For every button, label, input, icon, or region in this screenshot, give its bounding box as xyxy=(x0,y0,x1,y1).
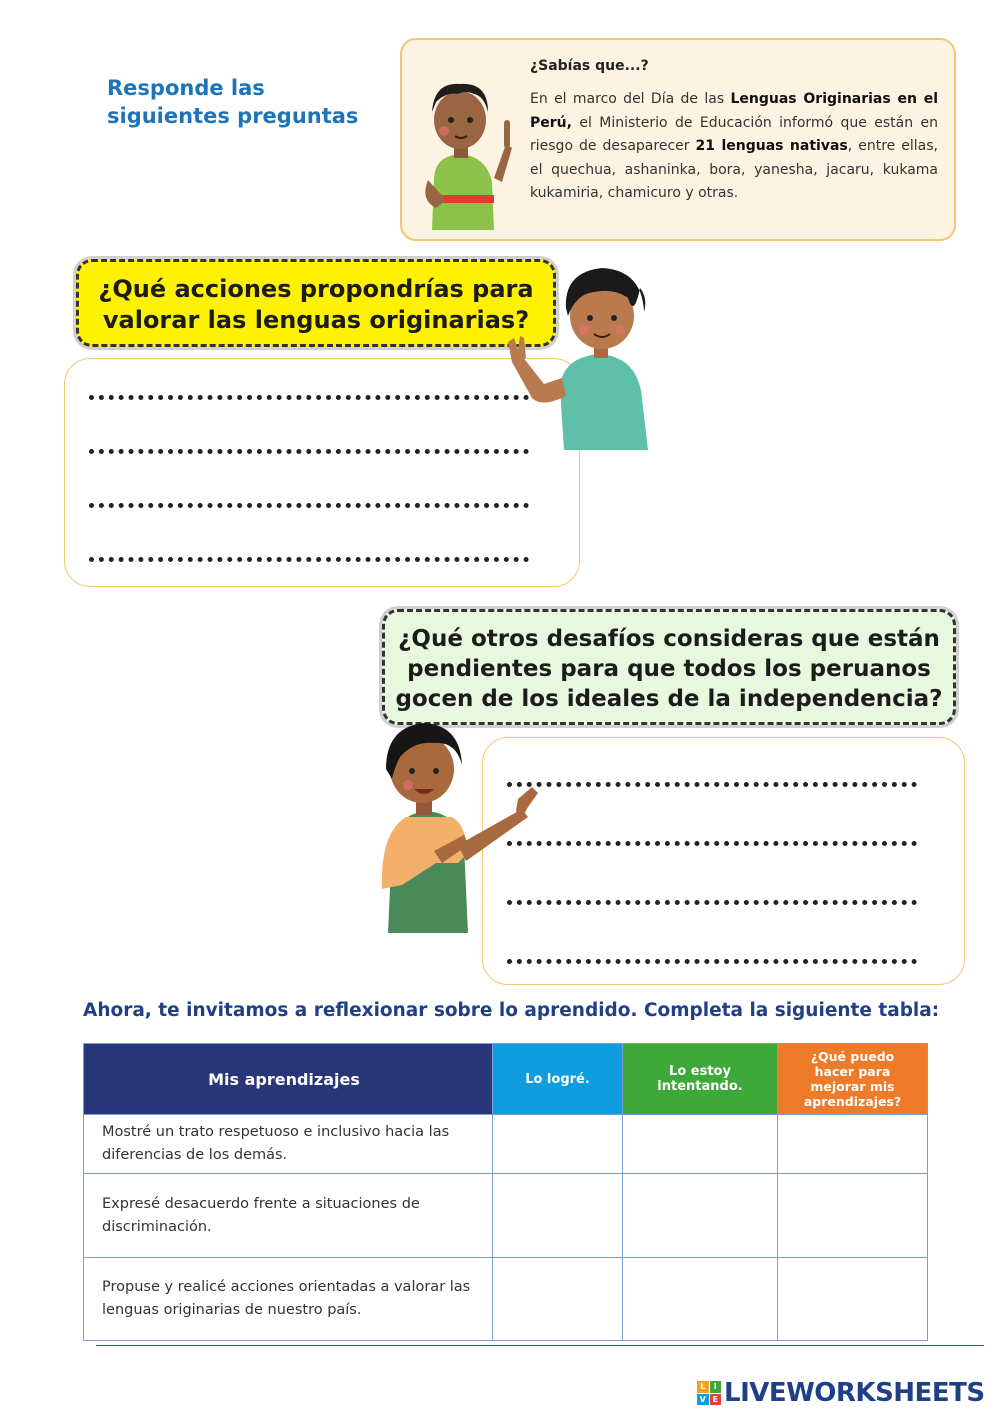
cell-lo-logre[interactable] xyxy=(493,1115,623,1174)
question-2-line-1: ¿Qué otros desafíos consideras que están xyxy=(398,626,940,652)
liveworksheets-logo[interactable] xyxy=(697,1378,994,1408)
answer-2-line-4[interactable] xyxy=(507,959,917,964)
answer-1-line-3[interactable] xyxy=(89,503,529,508)
answer-1-line-4[interactable] xyxy=(89,557,529,562)
table-row xyxy=(84,1174,928,1258)
answer-1-line-1[interactable] xyxy=(89,395,529,400)
boy-pointing-right-illustration xyxy=(372,713,547,935)
question-2-line-2: pendientes para que todos los peruanos xyxy=(407,656,931,682)
boy-waving-illustration xyxy=(502,258,657,453)
answer-1-line-2[interactable] xyxy=(89,449,529,454)
table-row xyxy=(84,1258,928,1341)
cell-lo-estoy-intentando[interactable] xyxy=(623,1258,778,1341)
header-mis-aprendizajes: Mis aprendizajes xyxy=(84,1044,493,1115)
cell-que-puedo-hacer[interactable] xyxy=(778,1174,928,1258)
learning-statement: Mostré un trato respetuoso e inclusivo hacia las diferencias de los demás. xyxy=(84,1115,493,1174)
question-2-bubble xyxy=(382,609,956,725)
boy-pointing-illustration xyxy=(410,60,520,230)
did-you-know-box xyxy=(400,38,956,241)
answer-2-line-1[interactable] xyxy=(507,782,917,787)
logo-text: LIVEWORKSHEETS xyxy=(724,1378,985,1408)
self-assessment-table xyxy=(83,1043,928,1341)
heading-line-1: Responde las xyxy=(107,76,265,100)
question-2-line-3: gocen de los ideales de la independencia? xyxy=(395,686,943,712)
learning-statement: Propuse y realicé acciones orientadas a valorar las lenguas originarias de nuestro país. xyxy=(84,1258,493,1341)
cell-lo-logre[interactable] xyxy=(493,1174,623,1258)
footer-divider xyxy=(96,1345,984,1346)
answer-2-line-3[interactable] xyxy=(507,900,917,905)
cell-lo-estoy-intentando[interactable] xyxy=(623,1115,778,1174)
answer-2-line-2[interactable] xyxy=(507,841,917,846)
cell-lo-estoy-intentando[interactable] xyxy=(623,1174,778,1258)
logo-grid-icon: L I V E xyxy=(697,1381,721,1405)
cell-lo-logre[interactable] xyxy=(493,1258,623,1341)
reflection-instruction: Ahora, te invitamos a reflexionar sobre lo aprendido. Completa la siguiente tabla: xyxy=(83,1000,940,1021)
heading-line-2: siguientes preguntas xyxy=(107,104,359,128)
table-header-row xyxy=(84,1044,928,1115)
header-lo-logre: Lo logré. xyxy=(493,1044,623,1115)
cell-que-puedo-hacer[interactable] xyxy=(778,1115,928,1174)
table-row xyxy=(84,1115,928,1174)
question-1-line-1: ¿Qué acciones propondrías para xyxy=(98,275,534,303)
question-1-bubble xyxy=(76,259,556,347)
learning-statement: Expresé desacuerdo frente a situaciones de discriminación. xyxy=(84,1174,493,1258)
cell-que-puedo-hacer[interactable] xyxy=(778,1258,928,1341)
info-paragraph: En el marco del Día de las Lenguas Originarias en el Perú, el Ministerio de Educación informó que están en riesgo de desaparecer 21 lenguas nativas, entre ellas, el quechua, ashaninka, bora, yanesha, jacaru, kukama kukamiria, chamicuro y otras. xyxy=(530,91,939,201)
page-heading xyxy=(107,74,387,130)
info-title: ¿Sabías que...? xyxy=(530,58,649,74)
answer-box-2[interactable] xyxy=(482,737,965,985)
header-que-puedo-hacer: ¿Qué puedo hacer para mejorar mis aprendizajes? xyxy=(778,1044,928,1115)
question-1-line-2: valorar las lenguas originarias? xyxy=(102,306,530,334)
header-lo-estoy-intentando: Lo estoy intentando. xyxy=(623,1044,778,1115)
